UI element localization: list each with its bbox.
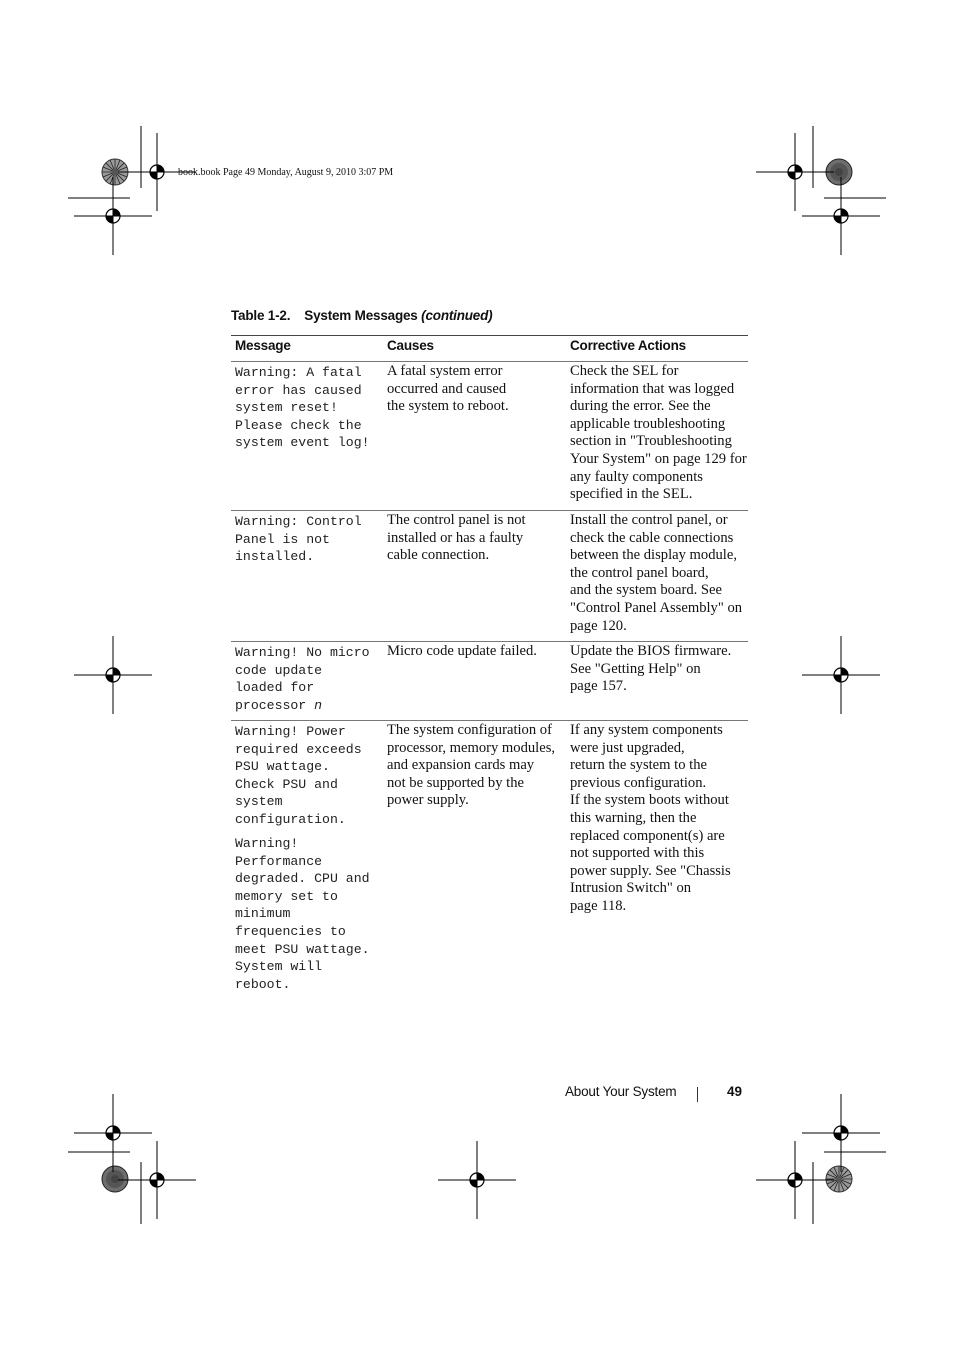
actions-cell: Install the control panel, or check the cable connections between the display module, the control panel board, and the system board. See "Control Panel Assembly" on page 120.: [570, 512, 743, 634]
registration-cross-upper-left: [74, 177, 152, 255]
causes-cell: Micro code update failed.: [387, 643, 537, 659]
crop-mark-bottom-right: [813, 1152, 886, 1224]
table-rule-header: [231, 361, 748, 362]
sunburst-mark-bottom-right: [826, 1166, 852, 1192]
registration-cross-bottom-left: [118, 1141, 196, 1219]
message-cell-secondary: Warning! Performance degraded. CPU and memory set to minimum frequencies to meet PSU wattage. System will reboot.: [235, 836, 370, 992]
table-rule-row: [231, 641, 748, 642]
registration-cross-mid-right: [802, 636, 880, 714]
table-caption-title: System Messages: [304, 308, 418, 323]
table-rule-top: [231, 335, 748, 336]
message-cell: Warning! Power required exceeds PSU wattage. Check PSU and system configuration.: [235, 724, 362, 827]
table-rule-row: [231, 720, 748, 721]
registration-cross-bottom-right: [756, 1141, 834, 1219]
actions-cell: If any system components were just upgraded, return the system to the previous configuration. If the system boots without this warning, then the replaced component(s) are not supported with this power supply. See "Chassis Intrusion Switch" on page 118.: [570, 722, 731, 914]
crop-mark-top-right: [813, 126, 886, 198]
causes-cell: The system configuration of processor, memory modules, and expansion cards may not be supported by the power supply.: [387, 722, 556, 809]
crop-mark-top-left: [68, 126, 141, 198]
actions-cell: Check the SEL for information that was logged during the error. See the applicable troubleshooting section in "Troubleshooting Your System" on page 129 for any faulty components specified in the SEL.: [570, 363, 747, 503]
registration-cross-top-right: [756, 133, 834, 211]
registration-cross-lower-left: [74, 1094, 152, 1172]
column-header-message: Message: [235, 338, 291, 353]
message-cell: Warning: A fatal error has caused system reset! Please check the system event log!: [235, 365, 370, 451]
processor-variable: n: [314, 697, 323, 713]
registration-cross-lower-right: [802, 1094, 880, 1172]
message-cell: Warning: Control Panel is not installed.: [235, 514, 362, 565]
registration-cross-bottom-center: [438, 1141, 516, 1219]
table-caption-continued: (continued): [421, 308, 493, 323]
table-rule-row: [231, 510, 748, 511]
footer-section-title: About Your System: [565, 1084, 677, 1099]
message-text: Warning! No micro code update loaded for processor: [235, 645, 370, 713]
registration-cross-mid-left: [74, 636, 152, 714]
message-cell: [235, 644, 370, 714]
causes-cell: The control panel is not installed or has a faulty cable connection.: [387, 512, 526, 564]
print-slug: book.book Page 49 Monday, August 9, 2010 3:07 PM: [178, 167, 394, 178]
table-caption: [231, 308, 492, 323]
sunburst-mark-bottom-left: [102, 1166, 128, 1192]
table-caption-number: Table 1-2.: [231, 308, 291, 323]
causes-cell: A fatal system error occurred and caused the system to reboot.: [387, 363, 509, 415]
crop-mark-bottom-left: [68, 1152, 141, 1224]
footer-divider: [697, 1087, 698, 1102]
page-number: 49: [727, 1084, 743, 1099]
registration-cross-upper-right: [802, 177, 880, 255]
column-header-corrective-actions: Corrective Actions: [570, 338, 686, 353]
actions-cell: Update the BIOS firmware. See "Getting Help" on page 157.: [570, 643, 732, 695]
column-header-causes: Causes: [387, 338, 434, 353]
